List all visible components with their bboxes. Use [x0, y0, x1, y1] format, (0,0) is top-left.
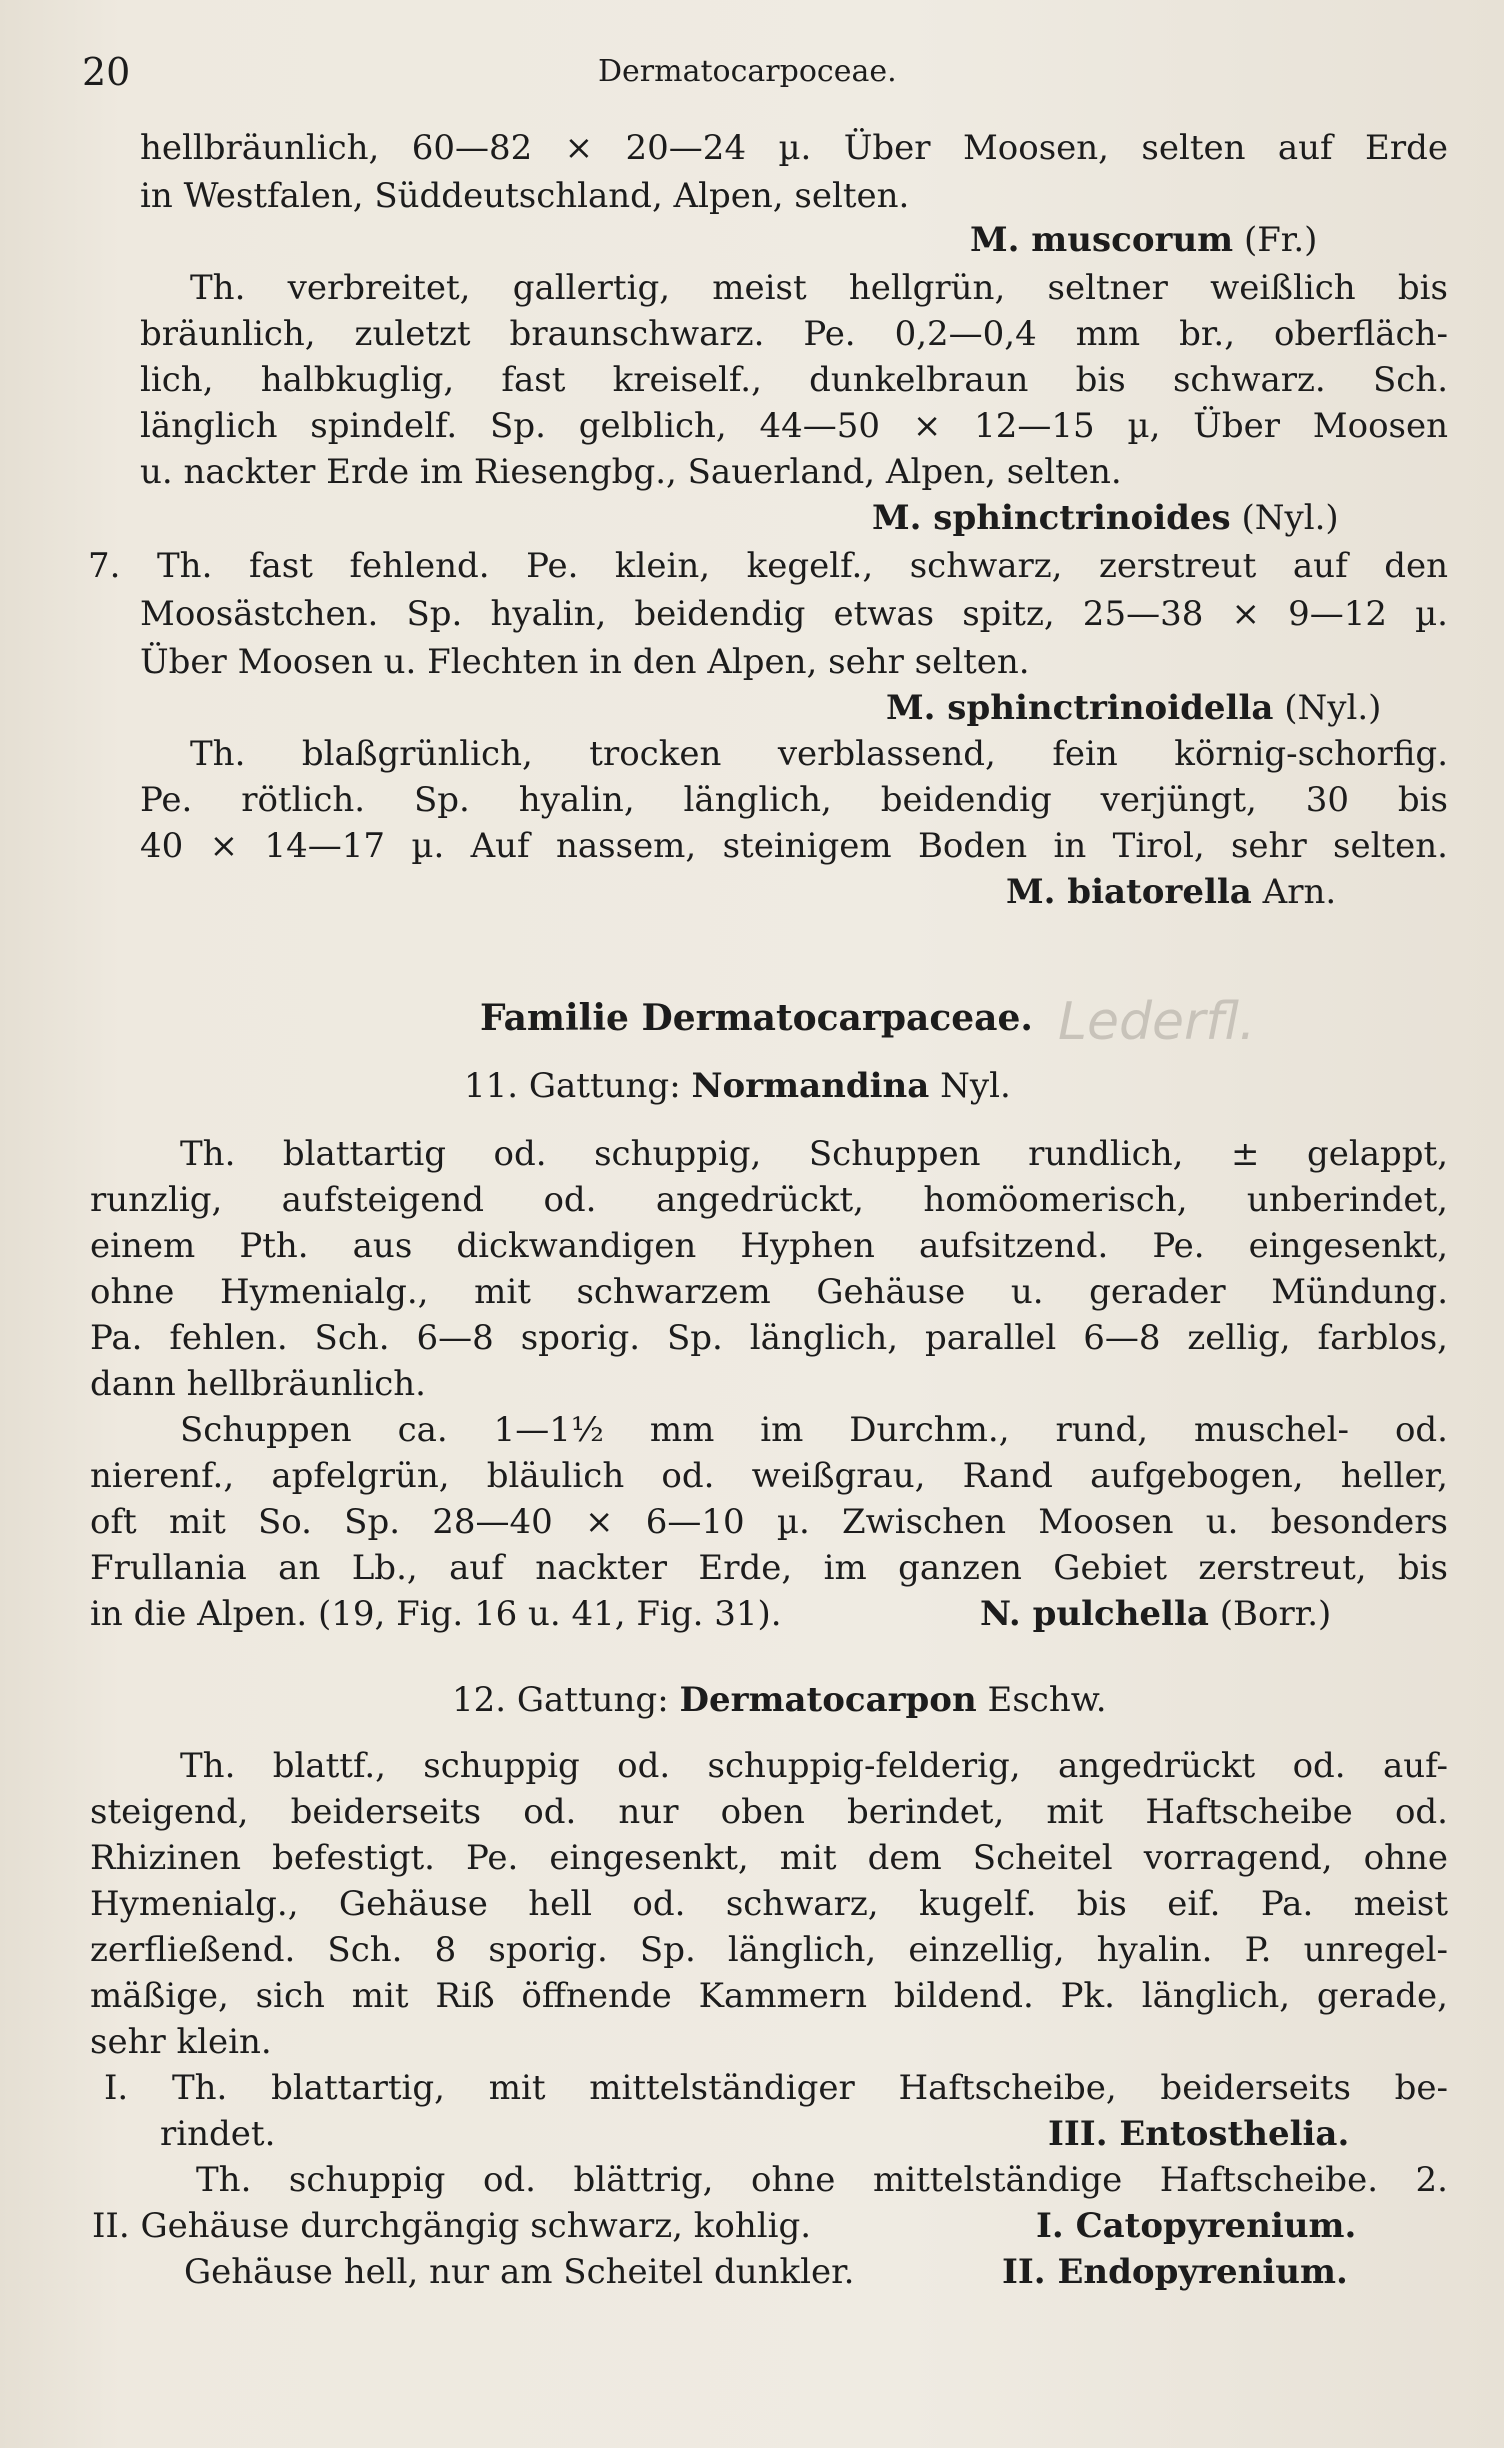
key-result: III. Entosthelia.: [1048, 2114, 1350, 2154]
key-line: rindet.: [160, 2114, 276, 2154]
text-line: hellbräunlich, 60—82 × 20—24 µ. Über Moosen, selten auf Erde: [140, 128, 1448, 168]
species-name: M. sphinctrinoidella: [886, 688, 1274, 728]
running-title: Dermatocarpoceae.: [598, 54, 897, 89]
text-line: nierenf., apfelgrün, bläulich od. weißgrau, Rand aufgebogen, heller,: [90, 1456, 1448, 1496]
genus-author: Eschw.: [987, 1680, 1107, 1720]
key-result: II. Endopyrenium.: [1002, 2252, 1348, 2292]
text-line: in die Alpen. (19, Fig. 16 u. 41, Fig. 31).: [90, 1594, 782, 1634]
genus-name: Dermatocarpon: [679, 1680, 977, 1720]
text-line: in Westfalen, Süddeutschland, Alpen, selten.: [140, 176, 910, 216]
text-line: dann hellbräunlich.: [90, 1364, 426, 1404]
text-line: Th. blattf., schuppig od. schuppig-felderig, angedrückt od. auf-: [180, 1746, 1448, 1786]
species-author: (Nyl.): [1241, 498, 1339, 538]
species-author: (Fr.): [1243, 220, 1318, 260]
family-heading: Familie Dermatocarpaceae.: [480, 997, 1033, 1039]
key-line: Th. schuppig od. blättrig, ohne mittelständige Haftscheibe. 2.: [196, 2160, 1448, 2200]
genus-prefix: 12. Gattung:: [452, 1680, 669, 1720]
text-line: Th. blaßgrünlich, trocken verblassend, fein körnig-schorfig.: [190, 734, 1448, 774]
species-entry: [872, 498, 1339, 538]
text-line: Schuppen ca. 1—1½ mm im Durchm., rund, muschel- od.: [180, 1410, 1448, 1450]
species-name: N. pulchella: [980, 1594, 1209, 1634]
species-entry: [886, 688, 1381, 728]
text-line: steigend, beiderseits od. nur oben berindet, mit Haftscheibe od.: [90, 1792, 1448, 1832]
text-line: Frullania an Lb., auf nackter Erde, im ganzen Gebiet zerstreut, bis: [90, 1548, 1448, 1588]
species-entry: [980, 1594, 1331, 1634]
species-entry: [1006, 872, 1336, 912]
text-line: lich, halbkuglig, fast kreiself., dunkelbraun bis schwarz. Sch.: [140, 360, 1448, 400]
text-line: einem Pth. aus dickwandigen Hyphen aufsitzend. Pe. eingesenkt,: [90, 1226, 1448, 1266]
species-name: M. sphinctrinoides: [872, 498, 1231, 538]
text-line: u. nackter Erde im Riesengbg., Sauerland, Alpen, selten.: [140, 452, 1122, 492]
genus-name: Normandina: [691, 1066, 930, 1106]
text-line: zerfließend. Sch. 8 sporig. Sp. länglich, einzellig, hyalin. P. unregel-: [90, 1930, 1448, 1970]
key-line: II. Gehäuse durchgängig schwarz, kohlig.: [92, 2206, 812, 2246]
text-line: runzlig, aufsteigend od. angedrückt, homöomerisch, unberindet,: [90, 1180, 1448, 1220]
key-line: I. Th. blattartig, mit mittelständiger Haftscheibe, beiderseits be-: [104, 2068, 1448, 2108]
text-line: 7. Th. fast fehlend. Pe. klein, kegelf., schwarz, zerstreut auf den: [88, 546, 1448, 586]
species-entry: [970, 220, 1317, 260]
text-line: Rhizinen befestigt. Pe. eingesenkt, mit dem Scheitel vorragend, ohne: [90, 1838, 1448, 1878]
key-line: Gehäuse hell, nur am Scheitel dunkler.: [184, 2252, 855, 2292]
text-line: mäßige, sich mit Riß öffnende Kammern bildend. Pk. länglich, gerade,: [90, 1976, 1448, 2016]
pencil-annotation: Lederfl.: [1058, 992, 1256, 1052]
species-author: Arn.: [1262, 872, 1337, 912]
species-name: M. muscorum: [970, 220, 1234, 260]
page-number: 20: [82, 50, 131, 94]
text-line: Hymenialg., Gehäuse hell od. schwarz, kugelf. bis eif. Pa. meist: [90, 1884, 1448, 1924]
text-line: oft mit So. Sp. 28—40 × 6—10 µ. Zwischen Moosen u. besonders: [90, 1502, 1448, 1542]
text-line: Th. blattartig od. schuppig, Schuppen rundlich, ± gelappt,: [180, 1134, 1448, 1174]
text-line: Th. verbreitet, gallertig, meist hellgrün, seltner weißlich bis: [190, 268, 1448, 308]
key-result: I. Catopyrenium.: [1036, 2206, 1357, 2246]
genus-heading: [452, 1680, 1107, 1720]
species-author: (Borr.): [1219, 1594, 1332, 1634]
genus-heading: [464, 1066, 1011, 1106]
text-line: Über Moosen u. Flechten in den Alpen, sehr selten.: [140, 642, 1030, 682]
text-line: Pe. rötlich. Sp. hyalin, länglich, beidendig verjüngt, 30 bis: [140, 780, 1448, 820]
species-name: M. biatorella: [1006, 872, 1252, 912]
text-line: Pa. fehlen. Sch. 6—8 sporig. Sp. länglich, parallel 6—8 zellig, farblos,: [90, 1318, 1448, 1358]
species-author: (Nyl.): [1284, 688, 1382, 728]
genus-prefix: 11. Gattung:: [464, 1066, 681, 1106]
text-line: bräunlich, zuletzt braunschwarz. Pe. 0,2—0,4 mm br., oberfläch-: [140, 314, 1448, 354]
text-line: ohne Hymenialg., mit schwarzem Gehäuse u. gerader Mündung.: [90, 1272, 1448, 1312]
text-line: Moosästchen. Sp. hyalin, beidendig etwas spitz, 25—38 × 9—12 µ.: [140, 594, 1448, 634]
text-line: sehr klein.: [90, 2022, 272, 2062]
text-line: 40 × 14—17 µ. Auf nassem, steinigem Boden in Tirol, sehr selten.: [140, 826, 1448, 866]
genus-author: Nyl.: [940, 1066, 1011, 1106]
text-line: länglich spindelf. Sp. gelblich, 44—50 × 12—15 µ, Über Moosen: [140, 406, 1448, 446]
